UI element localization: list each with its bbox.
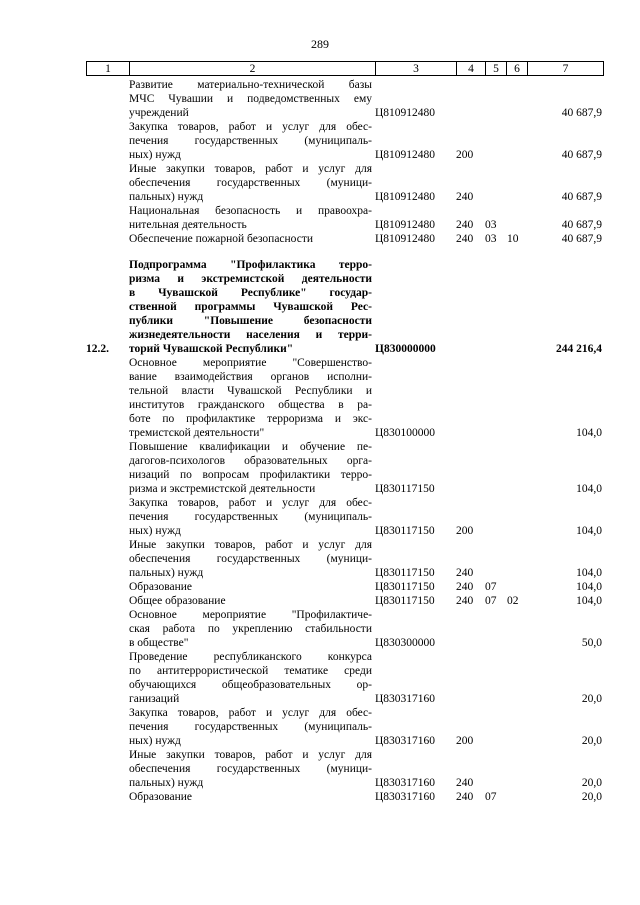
row-code: Ц830317160	[375, 735, 436, 747]
row-name	[129, 496, 372, 538]
row-code: Ц810912480	[375, 233, 436, 245]
row-name-line: Проведение республиканского конкурса	[129, 651, 372, 663]
row-name	[129, 706, 372, 748]
header-col-3: 3	[375, 62, 456, 76]
table-row	[86, 162, 606, 204]
page-number: 289	[311, 37, 329, 51]
row-name-line: по антитеррористической тематике среди	[129, 665, 372, 677]
row-name	[129, 356, 372, 440]
row-name-line: нительная деятельность	[129, 219, 247, 231]
row-name-line: институтов гражданского общества в ра-	[129, 399, 372, 411]
row-name-line: обеспечения государственных (муници-	[129, 763, 372, 775]
row-name	[129, 440, 372, 496]
table-row	[86, 496, 606, 538]
row-name-line: ризма и экстремистской деятельности	[129, 483, 316, 495]
row-name-line: ганизаций	[129, 693, 180, 705]
row-section: 03	[485, 233, 497, 245]
row-name-line: Иные закупки товаров, работ и услуг для	[129, 163, 372, 175]
table-row	[86, 580, 606, 594]
row-name-line: Иные закупки товаров, работ и услуг для	[129, 539, 372, 551]
header-col-4: 4	[456, 62, 485, 76]
row-name-line: в Чувашской Республике" государ-	[129, 287, 372, 299]
row-amount: 104,0	[576, 595, 602, 607]
row-name-line: ственной программы Чувашской Рес-	[129, 301, 372, 313]
table-row	[86, 538, 606, 580]
table-row	[86, 650, 606, 706]
row-name-line: печения государственных (муниципаль-	[129, 511, 372, 523]
row-name-line: печения государственных (муниципаль-	[129, 135, 372, 147]
row-name-line: Повышение квалификации и обучение пе-	[129, 441, 372, 453]
row-name	[129, 78, 372, 120]
header-bottom-rule	[86, 75, 604, 76]
row-amount: 40 687,9	[561, 107, 602, 119]
row-amount: 40 687,9	[561, 191, 602, 203]
row-name	[129, 120, 372, 162]
row-name	[129, 594, 372, 608]
row-name-line: боте по профилактике терроризма и экс-	[129, 413, 372, 425]
table-row	[86, 594, 606, 608]
row-name-line: торий Чувашской Республики"	[129, 343, 294, 355]
row-name-line: Обеспечение пожарной безопасности	[129, 233, 314, 245]
header-col-2: 2	[129, 62, 375, 76]
row-name-line: печения государственных (муниципаль-	[129, 721, 372, 733]
row-name-line: ных) нужд	[129, 735, 181, 747]
row-name-line: жизнедеятельности населения и терри-	[129, 329, 372, 341]
row-amount: 50,0	[581, 637, 602, 649]
row-name	[129, 538, 372, 580]
row-code: Ц830317160	[375, 777, 436, 789]
row-name-line: Подпрограмма "Профилактика терро-	[129, 259, 372, 271]
row-name-line: Закупка товаров, работ и услуг для обес-	[129, 121, 372, 133]
row-expense-type: 240	[456, 567, 474, 579]
row-code: Ц830317160	[375, 791, 436, 803]
row-amount: 104,0	[576, 427, 602, 439]
row-name-line: Закупка товаров, работ и услуг для обес-	[129, 707, 372, 719]
row-expense-type: 240	[456, 219, 474, 231]
table-row	[86, 204, 606, 232]
row-expense-type: 240	[456, 595, 474, 607]
row-amount: 104,0	[576, 525, 602, 537]
row-amount: 244 216,4	[556, 343, 602, 355]
row-name	[129, 790, 372, 804]
row-amount: 104,0	[576, 581, 602, 593]
table-row	[86, 78, 606, 120]
row-name-line: ных) нужд	[129, 525, 181, 537]
row-name-line: вание взаимодействия органов исполни-	[129, 371, 372, 383]
row-code: Ц830000000	[375, 343, 436, 355]
row-expense-type: 200	[456, 525, 474, 537]
header-col-1: 1	[86, 62, 129, 76]
row-name-line: Иные закупки товаров, работ и услуг для	[129, 749, 372, 761]
row-name	[129, 580, 372, 594]
row-expense-type: 240	[456, 233, 474, 245]
row-name-line: тремистской деятельности"	[129, 427, 265, 439]
table-row	[86, 608, 606, 650]
row-name-line: Образование	[129, 581, 193, 593]
row-section: 03	[485, 219, 497, 231]
row-code: Ц810912480	[375, 191, 436, 203]
row-amount: 20,0	[581, 735, 602, 747]
row-name-line: пальных) нужд	[129, 191, 204, 203]
row-name-line: пальных) нужд	[129, 567, 204, 579]
row-code: Ц830317160	[375, 693, 436, 705]
row-expense-type: 240	[456, 777, 474, 789]
row-name-line: Основное мероприятие "Совершенство-	[129, 357, 372, 369]
row-name-line: в обществе"	[129, 637, 189, 649]
table-row	[86, 120, 606, 162]
row-amount: 20,0	[581, 693, 602, 705]
header-col-5: 5	[485, 62, 506, 76]
row-code: Ц810912480	[375, 107, 436, 119]
row-name-line: обучающихся общеобразовательных ор-	[129, 679, 372, 691]
table-row	[86, 790, 606, 804]
row-name-line: Общее образование	[129, 595, 226, 607]
row-subsection: 02	[507, 595, 519, 607]
table-row	[86, 258, 606, 356]
row-name-line: публики "Повышение безопасности	[129, 315, 372, 327]
row-expense-type: 200	[456, 735, 474, 747]
header-col-7: 7	[527, 62, 604, 76]
table-row	[86, 706, 606, 748]
row-code: Ц830100000	[375, 427, 436, 439]
row-amount: 40 687,9	[561, 219, 602, 231]
row-amount: 40 687,9	[561, 233, 602, 245]
row-name	[129, 650, 372, 706]
row-section: 07	[485, 791, 497, 803]
row-name-line: Национальная безопасность и правоохра-	[129, 205, 372, 217]
row-name-line: ризма и экстремистской деятельности	[129, 273, 372, 285]
row-expense-type: 240	[456, 581, 474, 593]
row-name	[129, 232, 372, 246]
table-row	[86, 232, 606, 246]
row-amount: 20,0	[581, 791, 602, 803]
row-name-line: обеспечения государственных (муници-	[129, 553, 372, 565]
row-code: Ц830117150	[375, 525, 435, 537]
row-subsection: 10	[507, 233, 519, 245]
row-code: Ц810912480	[375, 219, 436, 231]
row-name	[129, 748, 372, 790]
row-number: 12.2.	[86, 343, 109, 355]
row-section: 07	[485, 595, 497, 607]
row-expense-type: 240	[456, 791, 474, 803]
table-row	[86, 356, 606, 440]
row-name	[129, 258, 372, 356]
row-name	[129, 204, 372, 232]
row-code: Ц830300000	[375, 637, 436, 649]
row-code: Ц830117150	[375, 595, 435, 607]
header-col-6: 6	[506, 62, 527, 76]
row-name-line: Закупка товаров, работ и услуг для обес-	[129, 497, 372, 509]
row-section: 07	[485, 581, 497, 593]
row-name-line: низаций по вопросам профилактики терро-	[129, 469, 372, 481]
row-amount: 20,0	[581, 777, 602, 789]
row-name-line: дагогов-психологов образовательных орга-	[129, 455, 372, 467]
table-row	[86, 748, 606, 790]
row-expense-type: 200	[456, 149, 474, 161]
row-code: Ц830117150	[375, 483, 435, 495]
row-name-line: ных) нужд	[129, 149, 181, 161]
row-name-line: Развитие материально-технической базы	[129, 79, 372, 91]
row-name-line: МЧС Чувашии и подведомственных ему	[129, 93, 372, 105]
table-row	[86, 440, 606, 496]
row-name-line: тельной власти Чувашской Республики и	[129, 385, 372, 397]
row-name-line: ская работа по укреплению стабильности	[129, 623, 372, 635]
row-name-line: пальных) нужд	[129, 777, 204, 789]
row-amount: 104,0	[576, 567, 602, 579]
row-name-line: обеспечения государственных (муници-	[129, 177, 372, 189]
row-name-line: Образование	[129, 791, 193, 803]
row-code: Ц830117150	[375, 567, 435, 579]
row-name-line: Основное мероприятие "Профилактиче-	[129, 609, 372, 621]
row-amount: 40 687,9	[561, 149, 602, 161]
row-code: Ц810912480	[375, 149, 436, 161]
row-expense-type: 240	[456, 191, 474, 203]
row-name	[129, 608, 372, 650]
row-amount: 104,0	[576, 483, 602, 495]
row-code: Ц830117150	[375, 581, 435, 593]
row-name-line: учреждений	[129, 107, 189, 119]
row-name	[129, 162, 372, 204]
